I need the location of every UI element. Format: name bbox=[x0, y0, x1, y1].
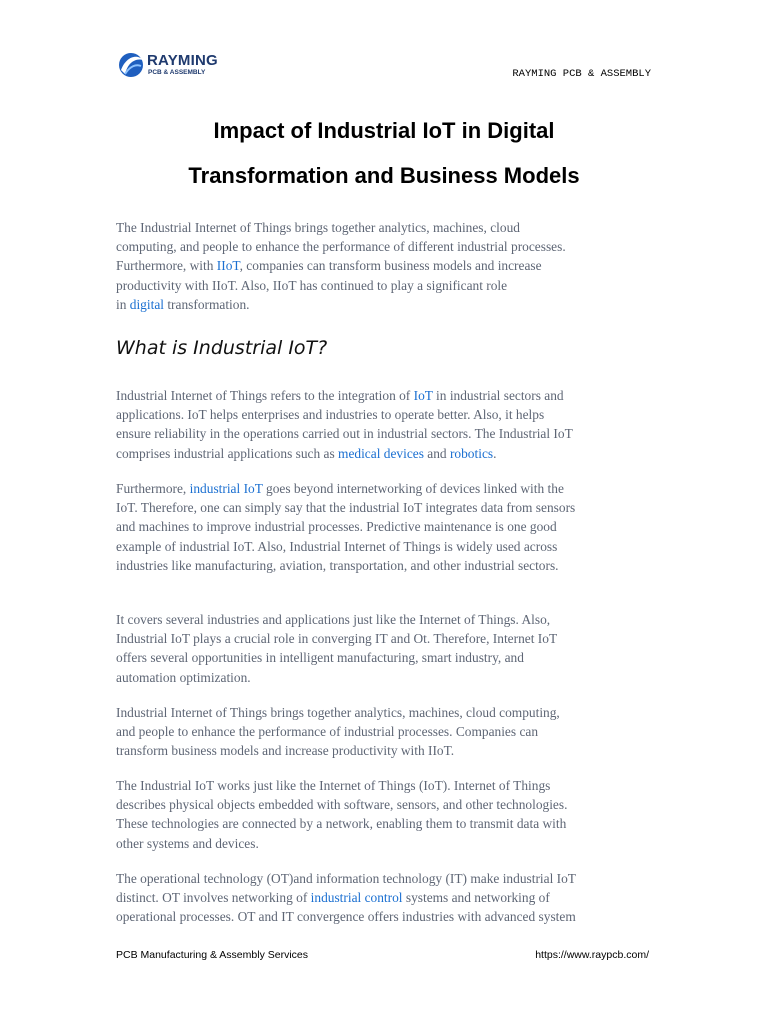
company-logo bbox=[116, 50, 226, 82]
link-iot[interactable]: IoT bbox=[413, 388, 433, 403]
intro-paragraph bbox=[116, 218, 656, 314]
text-span: comprises industrial applications such as bbox=[116, 445, 339, 461]
footer-left-text: PCB Manufacturing & Assembly Services bbox=[116, 949, 308, 961]
page-title-line-1: Impact of Industrial IoT in Digital bbox=[213, 118, 555, 143]
paragraph-3 bbox=[116, 610, 656, 687]
text-line: offers several opportunities in intelligent manufacturing, smart industry, and bbox=[116, 650, 524, 666]
page-title-line-2: Transformation and Business Models bbox=[188, 163, 580, 188]
text-span: Furthermore, with bbox=[116, 258, 217, 274]
paragraph-1 bbox=[116, 386, 656, 463]
text-line: The operational technology (OT)and information technology (IT) make industrial IoT bbox=[116, 871, 576, 886]
paragraph-2 bbox=[116, 479, 656, 575]
text-line bbox=[116, 386, 656, 405]
link-digital[interactable]: digital bbox=[129, 296, 164, 312]
link-industrial-control[interactable]: industrial control bbox=[310, 890, 403, 906]
link-medical-devices[interactable]: medical devices bbox=[338, 445, 424, 461]
text-line: IoT. Therefore, one can simply say that the industrial IoT integrates data from sensors bbox=[116, 500, 576, 516]
text-line: operational processes. OT and IT convergence offers industries with advanced system bbox=[116, 909, 576, 925]
text-line bbox=[116, 295, 656, 314]
text-line: Industrial IoT plays a crucial role in converging IT and Ot. Therefore, Internet IoT bbox=[116, 631, 558, 647]
text-span: in bbox=[116, 296, 130, 312]
text-line: computing, and people to enhance the performance of different industrial processes. bbox=[116, 239, 566, 255]
header-company-name: RAYMING PCB & ASSEMBLY bbox=[512, 68, 651, 80]
paragraph-6 bbox=[116, 869, 656, 927]
text-line bbox=[116, 479, 656, 498]
text-line: The Industrial Internet of Things brings together analytics, machines, cloud bbox=[116, 220, 520, 235]
text-line: transform business models and increase productivity with IIoT. bbox=[116, 743, 455, 759]
text-span: . bbox=[493, 445, 497, 461]
text-line bbox=[116, 444, 656, 463]
section-heading: What is Industrial IoT? bbox=[116, 337, 328, 359]
text-span: distinct. OT involves networking of bbox=[116, 890, 311, 906]
text-span: in industrial sectors and bbox=[432, 388, 564, 403]
text-line: applications. IoT helps enterprises and industries to operate better. Also, it helps bbox=[116, 407, 545, 423]
text-line: Industrial Internet of Things brings together analytics, machines, cloud computing, bbox=[116, 705, 560, 720]
text-span: and bbox=[423, 445, 450, 461]
text-span: Industrial Internet of Things refers to the integration of bbox=[116, 388, 414, 403]
text-span: goes beyond internetworking of devices linked with the bbox=[262, 481, 564, 496]
text-line: describes physical objects embedded with software, sensors, and other technologies. bbox=[116, 797, 568, 813]
text-line: other systems and devices. bbox=[116, 835, 259, 851]
text-line: It covers several industries and applications just like the Internet of Things. Also, bbox=[116, 612, 551, 627]
link-iiot[interactable]: IIoT bbox=[216, 258, 240, 274]
text-span: transformation. bbox=[163, 296, 250, 312]
text-span: , companies can transform business models and increase bbox=[239, 258, 542, 274]
text-line bbox=[116, 888, 656, 907]
text-line: These technologies are connected by a network, enabling them to transmit data with bbox=[116, 816, 567, 832]
link-industrial-iot[interactable]: industrial IoT bbox=[189, 481, 263, 496]
footer-url[interactable]: https://www.raypcb.com/ bbox=[535, 949, 649, 961]
paragraph-5 bbox=[116, 776, 656, 853]
text-line bbox=[116, 256, 656, 275]
link-robotics[interactable]: robotics bbox=[449, 445, 494, 461]
text-span: Furthermore, bbox=[116, 481, 190, 496]
paragraph-4 bbox=[116, 703, 656, 761]
text-line: automation optimization. bbox=[116, 669, 251, 685]
logo-name: RAYMING bbox=[147, 52, 218, 69]
text-line: ensure reliability in the operations carried out in industrial sectors. The Industrial IoT bbox=[116, 426, 573, 442]
logo-swirl-icon bbox=[116, 50, 146, 80]
text-line: and people to enhance the performance of industrial processes. Companies can bbox=[116, 724, 539, 740]
text-line: example of industrial IoT. Also, Industrial Internet of Things is widely used across bbox=[116, 538, 558, 554]
text-span: systems and networking of bbox=[402, 890, 550, 906]
text-line: industries like manufacturing, aviation, transportation, and other industrial sectors. bbox=[116, 557, 559, 573]
text-line: and machines to improve industrial processes. Predictive maintenance is one good bbox=[116, 519, 557, 535]
text-line: The Industrial IoT works just like the Internet of Things (IoT). Internet of Things bbox=[116, 778, 551, 793]
logo-subtitle: PCB & ASSEMBLY bbox=[148, 69, 206, 76]
text-line: productivity with IIoT. Also, IIoT has continued to play a significant role bbox=[116, 277, 508, 293]
